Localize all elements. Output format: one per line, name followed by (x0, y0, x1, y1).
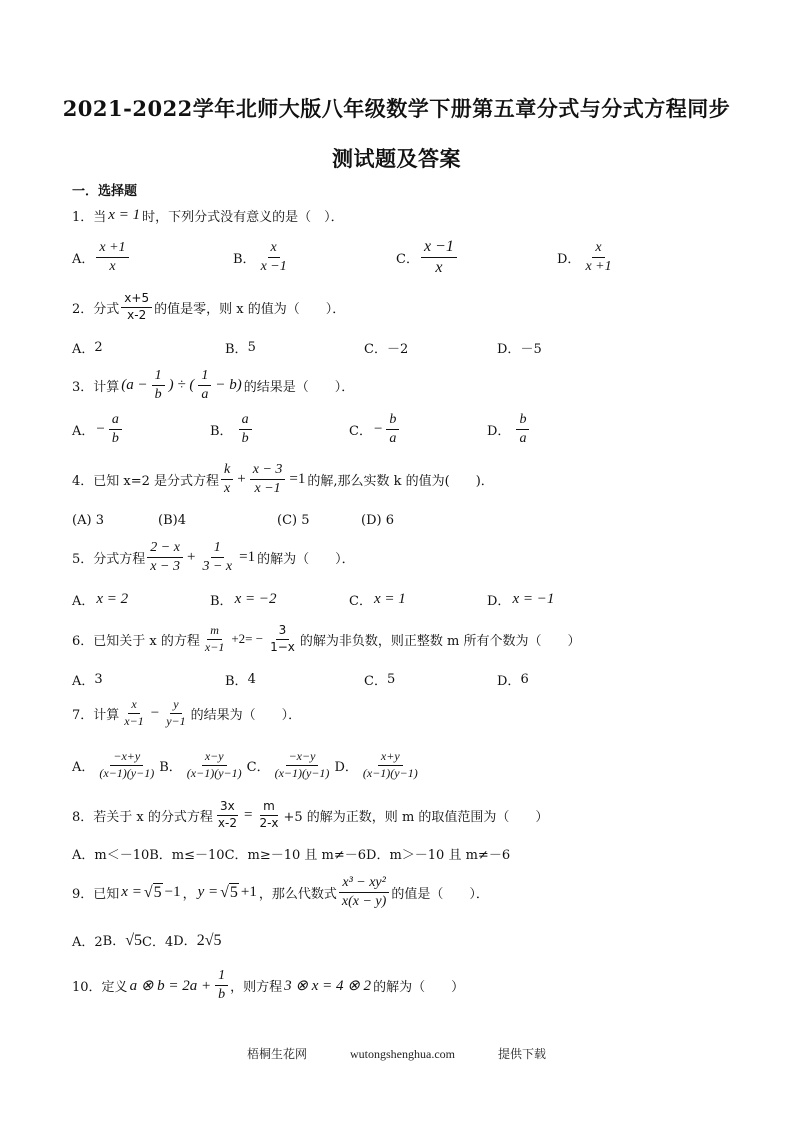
q9-option-b: B．√5 (102, 932, 143, 949)
q1-option-c: C． $\frac{x -1}{x}$ (396, 238, 459, 278)
question-4: 4． 已知 x=2 是分式方程 $\frac{k}{x}$ + $\frac{x - 3}{x -1}$ =1 的解,那么实数 k 的值为( )． (72, 462, 494, 497)
question-5: 5． 分式方程 $\frac{2 - x}{x - 3}$ + $\frac{1}{3 - x}$ =1 的解为（ ）． (72, 540, 355, 575)
question-3: 3． 计算 (a − $\frac{1}{b}$ ) ÷ ( $\frac{1}{a}$ − b) 的结果是（ ）． (72, 368, 355, 403)
q6-option-a: A． 3 (72, 672, 103, 689)
q3-option-b: B． $\frac{a}{b}$ (210, 412, 254, 447)
q2-option-b: B． 5 (225, 340, 256, 357)
q2-option-d: D． －5 (497, 342, 542, 357)
q7-option-b: B． $\frac{x-y}{(x-1)(y-1)}$ (159, 749, 242, 780)
question-9: 9． 已知 x = √5 −1 ， y = √5 +1 ，那么代数式 $\frac{\text{x³ − xy²}}{x(x - y)}$ 的值是（ ）． (72, 875, 489, 910)
question-8-options: A．m＜－10B．m≤－10C．m≥－10 且 m≠－6D．m＞－10 且 m≠－6 (72, 848, 511, 863)
q6-option-b: B． 4 (225, 672, 256, 689)
q1-option-a: A． $\frac{x +1}{x}$ (72, 240, 131, 275)
question-2: 2． 分式 $\frac{x+5}{x-2}$ 的值是零，则 x 的值为（ ）． (72, 291, 346, 322)
q5-option-d: D． x = −1 (487, 591, 555, 609)
q3-option-c: C． − $\frac{b}{a}$ (349, 412, 401, 447)
q6-option-d: D． 6 (497, 672, 529, 689)
q1-option-d: D． $\frac{x}{x +1}$ (557, 240, 612, 275)
q4-option-a: (A) 3 (72, 513, 104, 528)
question-8: 8． 若关于 x 的分式方程 $\frac{3x}{x-2}$ = $\frac{m}{2-x}$ +5 的解为正数，则 m 的取值范围为（ ） (72, 799, 549, 830)
question-10: 10． 定义 a ⊗ b = 2a + $\frac{1}{b}$ ，则方程 3 ⊗ x = 4 ⊗ 2 的解为（ ） (72, 968, 465, 1003)
q9-option-d: D．2√5 (173, 932, 222, 949)
q7-option-c: C． $\frac{-x-y}{(x-1)(y-1)}$ (246, 749, 330, 780)
question-6: 6． 已知关于 x 的方程 $\frac{m}{x-1}$ +2= − $\frac{3}{1-x}$ 的解为非负数，则正整数 m 所有个数为（ ） (72, 623, 581, 654)
document-title-line1: 2021-2022学年北师大版八年级数学下册第五章分式与分式方程同步 (62, 96, 731, 121)
q5-option-c: C． x = 1 (349, 591, 406, 609)
q5-option-a: A． x = 2 (72, 591, 129, 609)
q4-option-d: (D) 6 (361, 513, 394, 528)
page-footer (0, 1045, 793, 1062)
q2-option-c: C． －2 (364, 342, 409, 357)
q4-option-c: (C) 5 (277, 513, 310, 528)
q7-option-a: A． $\frac{-x+y}{(x-1)(y-1)}$ (72, 749, 155, 780)
q3-option-d: D． $\frac{b}{a}$ (487, 412, 531, 447)
q9-option-c: C．4 (142, 934, 174, 950)
q5-option-b: B． x = −2 (210, 591, 277, 609)
section-heading: 一．选择题 (72, 184, 138, 199)
footer-site-url[interactable]: wutongshenghua.com (350, 1047, 455, 1061)
q7-option-d: D． $\frac{x+y}{(x-1)(y-1)}$ (334, 749, 418, 780)
q9-option-a: A．2 (72, 934, 103, 950)
q6-option-c: C． 5 (364, 672, 396, 689)
footer-note: 提供下载 (497, 1047, 546, 1061)
question-7: 7． 计算 $\frac{x}{x-1}$ − $\frac{y}{y-1}$ 的结果为（ ）． (72, 697, 302, 728)
q1-option-b: B． $\frac{x}{x -1}$ (233, 240, 287, 275)
q3-option-a: A． − $\frac{a}{b}$ (72, 412, 124, 447)
footer-site-name: 梧桐生花网 (246, 1047, 307, 1061)
document-title-line2: 测试题及答案 (332, 146, 461, 171)
question-7-options (72, 750, 423, 781)
question-9-options (72, 930, 221, 950)
q4-option-b: (B) 4 (158, 513, 186, 528)
q2-option-a: A． 2 (72, 340, 103, 357)
question-1: 1． 当 x = 1 时，下列分式没有意义的是（ ）． (72, 207, 344, 225)
